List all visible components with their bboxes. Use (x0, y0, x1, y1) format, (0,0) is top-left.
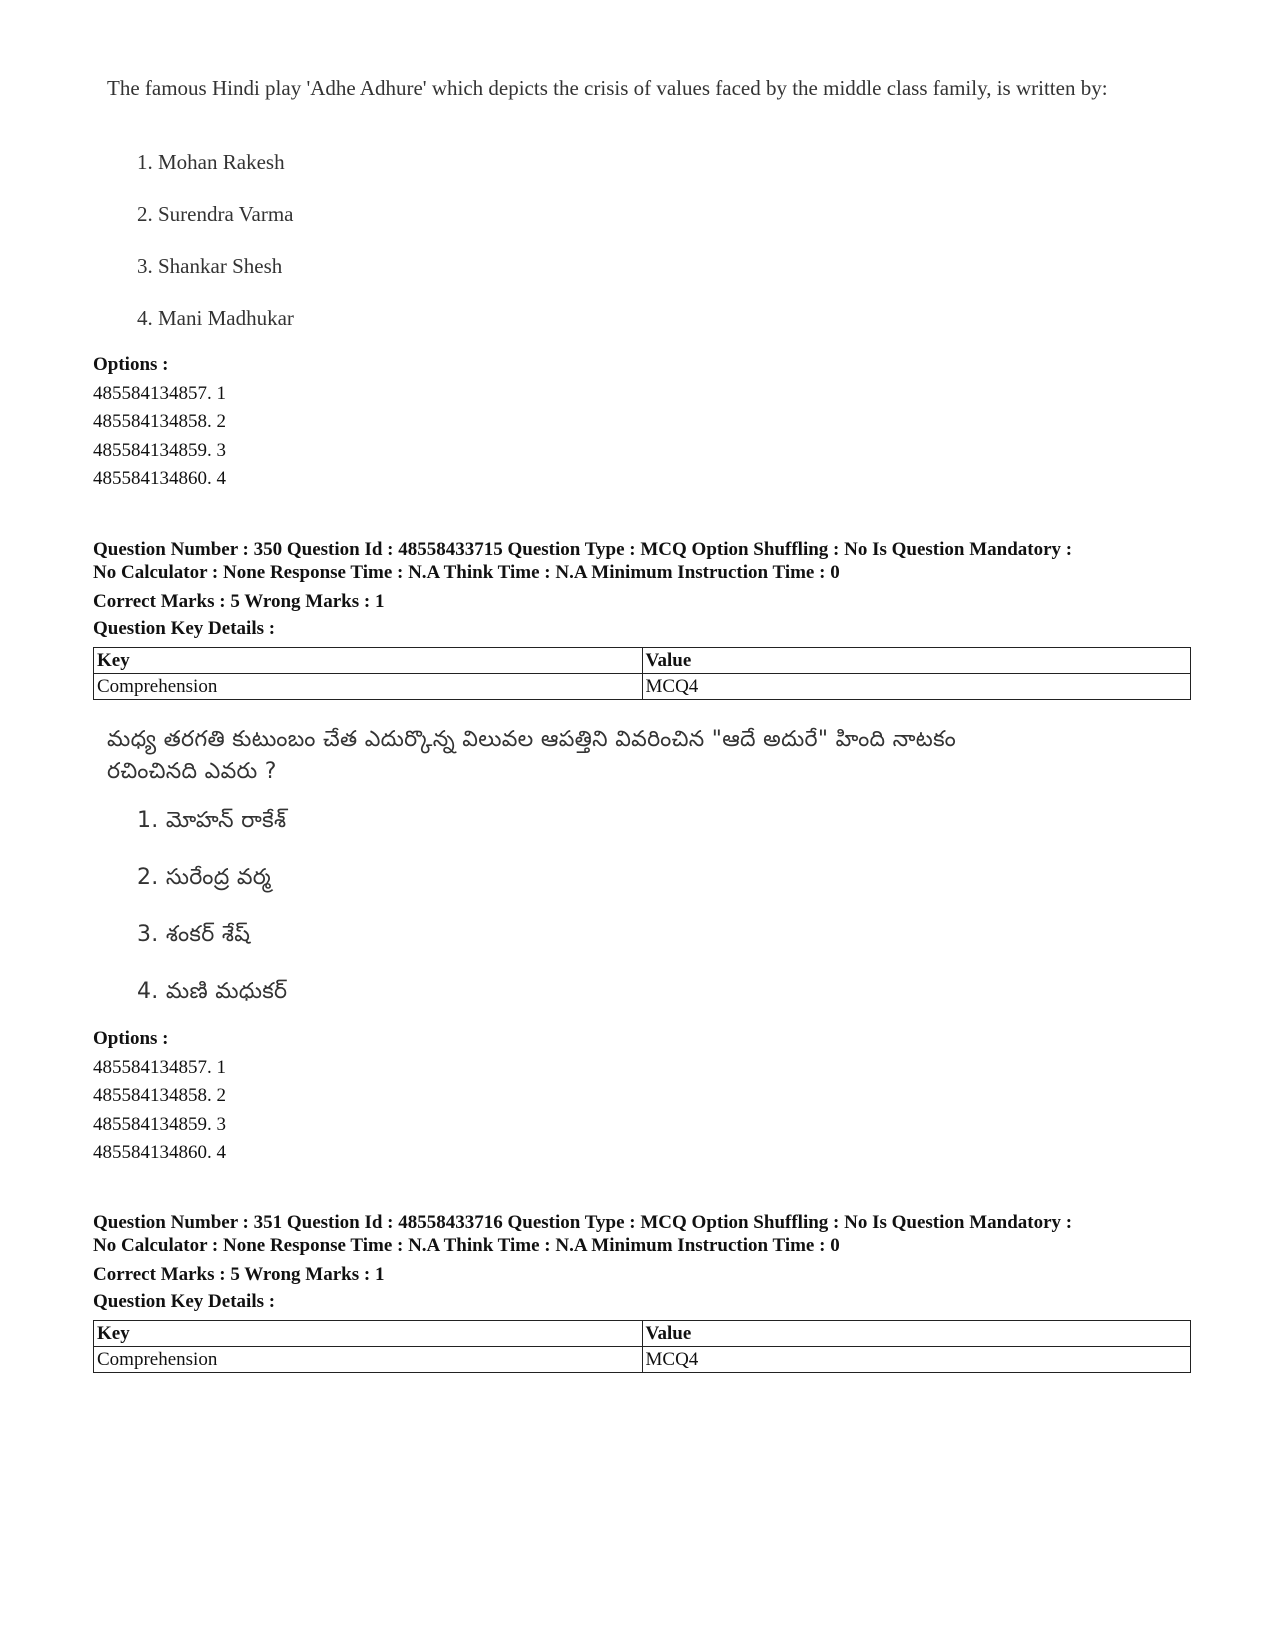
option-item: 485584134857. 1 (93, 1056, 226, 1078)
key-details-title: Question Key Details : (93, 1291, 276, 1312)
choice-1: 1. మోహన్ రాకేశ్ (137, 808, 287, 833)
option-item: 485584134859. 3 (93, 1113, 226, 1135)
meta-line-1: Question Number : 351 Question Id : 48558433716 Question Type : MCQ Option Shuffling : No Is Question Mandatory : (93, 1212, 1073, 1233)
choice-2: 2. సురేంద్ర వర్మ (137, 865, 272, 890)
option-item: 485584134858. 2 (93, 1085, 226, 1106)
question-meta (93, 1211, 1203, 1257)
meta-line-2: No Calculator : None Response Time : N.A Think Time : N.A Minimum Instruction Time : 0 (93, 1235, 840, 1256)
cell-value: MCQ4 (642, 674, 1191, 700)
table-header-row (94, 1321, 1191, 1347)
option-item: 485584134859. 3 (93, 439, 226, 461)
choice-3: 3. శంకర్ శేష్ (137, 922, 251, 947)
table-row (94, 1347, 1191, 1373)
options-block (93, 351, 226, 494)
header-key: Key (94, 1321, 643, 1347)
question-text: The famous Hindi play 'Adhe Adhure' which depicts the crisis of values faced by the middle class family, is written by: (107, 76, 1108, 100)
header-value: Value (642, 1321, 1191, 1347)
key-details-table (93, 1320, 1191, 1373)
options-title: Options : (93, 354, 169, 375)
option-item: 485584134860. 4 (93, 468, 226, 489)
option-item: 485584134858. 2 (93, 411, 226, 432)
question-meta (93, 538, 1203, 584)
choice-4: 4. మణి మధుకర్ (137, 979, 288, 1004)
table-row (94, 674, 1191, 700)
marks-line: Correct Marks : 5 Wrong Marks : 1 (93, 591, 385, 612)
meta-line-2: No Calculator : None Response Time : N.A Think Time : N.A Minimum Instruction Time : 0 (93, 562, 840, 583)
option-item: 485584134857. 1 (93, 382, 226, 404)
option-item: 485584134860. 4 (93, 1142, 226, 1163)
key-details-title: Question Key Details : (93, 618, 276, 639)
cell-key: Comprehension (94, 1347, 643, 1373)
cell-key: Comprehension (94, 674, 643, 700)
question-text-line-1: మధ్య తరగతి కుటుంబం చేత ఎదుర్కొన్న విలువల ఆపత్తిని వివరించిన "ఆదే అదురే" హింది నాటకం (107, 727, 957, 752)
options-block (93, 1025, 226, 1168)
marks-line: Correct Marks : 5 Wrong Marks : 1 (93, 1264, 385, 1285)
question-text-line-2: రచించినది ఎవరు ? (107, 759, 277, 784)
header-value: Value (642, 648, 1191, 674)
header-key: Key (94, 648, 643, 674)
cell-value: MCQ4 (642, 1347, 1191, 1373)
key-details-table (93, 647, 1191, 700)
choice-1: 1. Mohan Rakesh (137, 150, 285, 174)
choice-3: 3. Shankar Shesh (137, 254, 283, 278)
table-header-row (94, 648, 1191, 674)
options-title: Options : (93, 1028, 169, 1049)
meta-line-1: Question Number : 350 Question Id : 48558433715 Question Type : MCQ Option Shuffling : No Is Question Mandatory : (93, 539, 1073, 560)
choice-2: 2. Surendra Varma (137, 202, 294, 226)
question-image-telugu (107, 724, 1147, 1004)
question-image-english (107, 75, 1147, 330)
choice-4: 4. Mani Madhukar (137, 306, 294, 330)
